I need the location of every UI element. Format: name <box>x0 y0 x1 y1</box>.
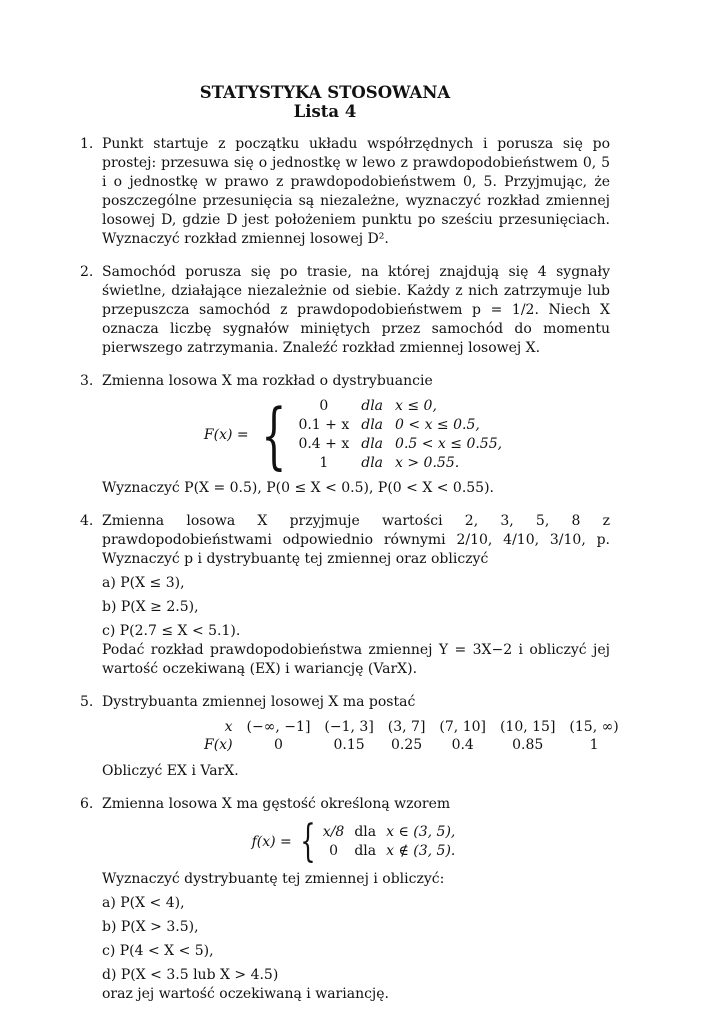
problem-question: Wyznaczyć P(X = 0.5), P(0 ≤ X < 0.5), P(0 < X < 0.55). <box>102 480 494 496</box>
subpart-c: c) P(2.7 ≤ X < 5.1). <box>102 623 241 639</box>
cases-table <box>292 397 508 473</box>
problem-number: 3. <box>80 373 94 389</box>
problem-intro: Zmienna losowa X ma rozkład o dystrybuancie <box>102 373 433 389</box>
document-header <box>0 83 650 121</box>
left-brace-icon: { <box>300 816 316 867</box>
problem-intro: Zmienna losowa X przyjmuje wartości 2, 3, 5, 8 z prawdopodobieństwami odpowiednio równymi 2/10, 4/10, 3/10, p. Wyznaczyć p i dystrybuantę tej zmiennej oraz obliczyć <box>102 513 610 567</box>
case-condition: x ∉ (3, 5). <box>386 843 456 859</box>
case-row <box>318 823 461 842</box>
problem-text: Samochód porusza się po trasie, na której znajdują się 4 sygnały świetlne, działające niezależnie od siebie. Każdy z nich zatrzymuje lub przepuszcza samochód z prawdopodobieństwem p = 1/2. Niech X oznacza liczbę sygnałów miniętych przez samochód do momentu pierwszego zatrzymania. Znaleźć rozkład zmiennej losowej X. <box>102 264 610 356</box>
problem-closing: oraz jej wartość oczekiwaną i wariancję. <box>102 986 390 1002</box>
table-cell: (15, ∞) <box>569 719 619 735</box>
subpart-b: b) P(X > 3.5), <box>102 919 199 935</box>
case-value: 1 <box>319 455 329 471</box>
case-value: 0.1 + x <box>298 417 350 433</box>
table-cell: (−1, 3] <box>324 719 374 735</box>
table-cell: 0.4 <box>451 737 474 753</box>
interval-row <box>197 718 626 736</box>
case-row <box>292 435 508 454</box>
table-cell: F(x) <box>204 737 233 753</box>
problem-1 <box>80 135 610 249</box>
problem-number: 2. <box>80 264 94 280</box>
problem-intro: Dystrybuanta zmiennej losowej X ma postać <box>102 694 416 710</box>
subpart-d: d) P(X < 3.5 lub X > 4.5) <box>102 967 279 983</box>
case-condition: x ∈ (3, 5), <box>386 824 456 840</box>
problem-5 <box>80 693 619 781</box>
table-cell: 0.15 <box>333 737 365 753</box>
case-row <box>292 416 508 435</box>
case-value: x/8 <box>322 824 345 840</box>
case-row <box>318 842 461 861</box>
piecewise-formula <box>102 393 610 477</box>
problem-2 <box>80 263 610 358</box>
case-word: dla <box>354 824 377 840</box>
problem-question: Obliczyć EX i VarX. <box>102 763 239 779</box>
problem-3 <box>80 372 610 498</box>
document-subtitle: Lista 4 <box>293 102 357 121</box>
table-cell: 0.85 <box>512 737 544 753</box>
problem-4 <box>80 512 610 679</box>
table-cell: x <box>224 719 233 735</box>
problem-number: 6. <box>80 796 94 812</box>
problem-number: 1. <box>80 136 94 152</box>
case-row <box>292 397 508 416</box>
problem-number: 5. <box>80 694 94 710</box>
case-condition: 0 < x ≤ 0.5, <box>395 417 480 433</box>
case-value: 0 <box>329 843 339 859</box>
case-word: dla <box>361 398 384 414</box>
problem-6 <box>80 795 610 1004</box>
table-cell: 0.25 <box>391 737 423 753</box>
document-title: STATYSTYKA STOSOWANA <box>199 83 451 102</box>
case-word: dla <box>354 843 377 859</box>
problem-question: Wyznaczyć dystrybuantę tej zmiennej i obliczyć: <box>102 871 445 887</box>
case-word: dla <box>361 417 384 433</box>
case-condition: x ≤ 0, <box>395 398 437 414</box>
case-value: 0.4 + x <box>298 436 350 452</box>
case-condition: x > 0.55. <box>395 455 460 471</box>
subpart-b: b) P(X ≥ 2.5), <box>102 599 199 615</box>
formula-lhs: F(x) = <box>203 426 249 443</box>
subpart-c: c) P(4 < X < 5), <box>102 943 214 959</box>
cdf-row <box>197 736 626 754</box>
distribution-table <box>197 718 626 754</box>
problem-list <box>80 135 619 1018</box>
case-word: dla <box>361 455 384 471</box>
table-cell: (−∞, −1] <box>246 719 311 735</box>
table-cell: (10, 15] <box>499 719 556 735</box>
problem-intro: Zmienna losowa X ma gęstość określoną wzorem <box>102 796 451 812</box>
case-word: dla <box>361 436 384 452</box>
problem-text: Punkt startuje z początku układu współrzędnych i porusza się po prostej: przesuwa się o jednostkę w lewo z prawdopodobieństwem 0, 5 i o jednostkę w prawo z prawdopodobieństwem 0, 5. Przyjmując, że poszczególne przesunięcia są niezależne, wyznaczyć rozkład zmiennej losowej D, gdzie D jest położeniem punktu po sześciu przesunięciach. Wyznaczyć rozkład zmiennej losowej D². <box>102 136 610 247</box>
problem-number: 4. <box>80 513 94 529</box>
table-cell: (7, 10] <box>439 719 486 735</box>
subpart-a: a) P(X < 4), <box>102 895 185 911</box>
density-formula <box>102 816 610 867</box>
case-condition: 0.5 < x ≤ 0.55, <box>395 436 503 452</box>
problem-question: Podać rozkład prawdopodobieństwa zmiennej Y = 3X−2 i obliczyć jej wartość oczekiwaną (EX) i wariancję (VarX). <box>102 642 610 677</box>
table-cell: 0 <box>274 737 283 753</box>
cases-table <box>318 823 461 861</box>
table-cell: (3, 7] <box>387 719 426 735</box>
formula-lhs: f(x) = <box>251 833 292 850</box>
table-cell: 1 <box>589 737 599 753</box>
subpart-a: a) P(X ≤ 3), <box>102 575 185 591</box>
case-value: 0 <box>319 398 329 414</box>
left-brace-icon: { <box>260 393 287 477</box>
case-row <box>292 454 508 473</box>
